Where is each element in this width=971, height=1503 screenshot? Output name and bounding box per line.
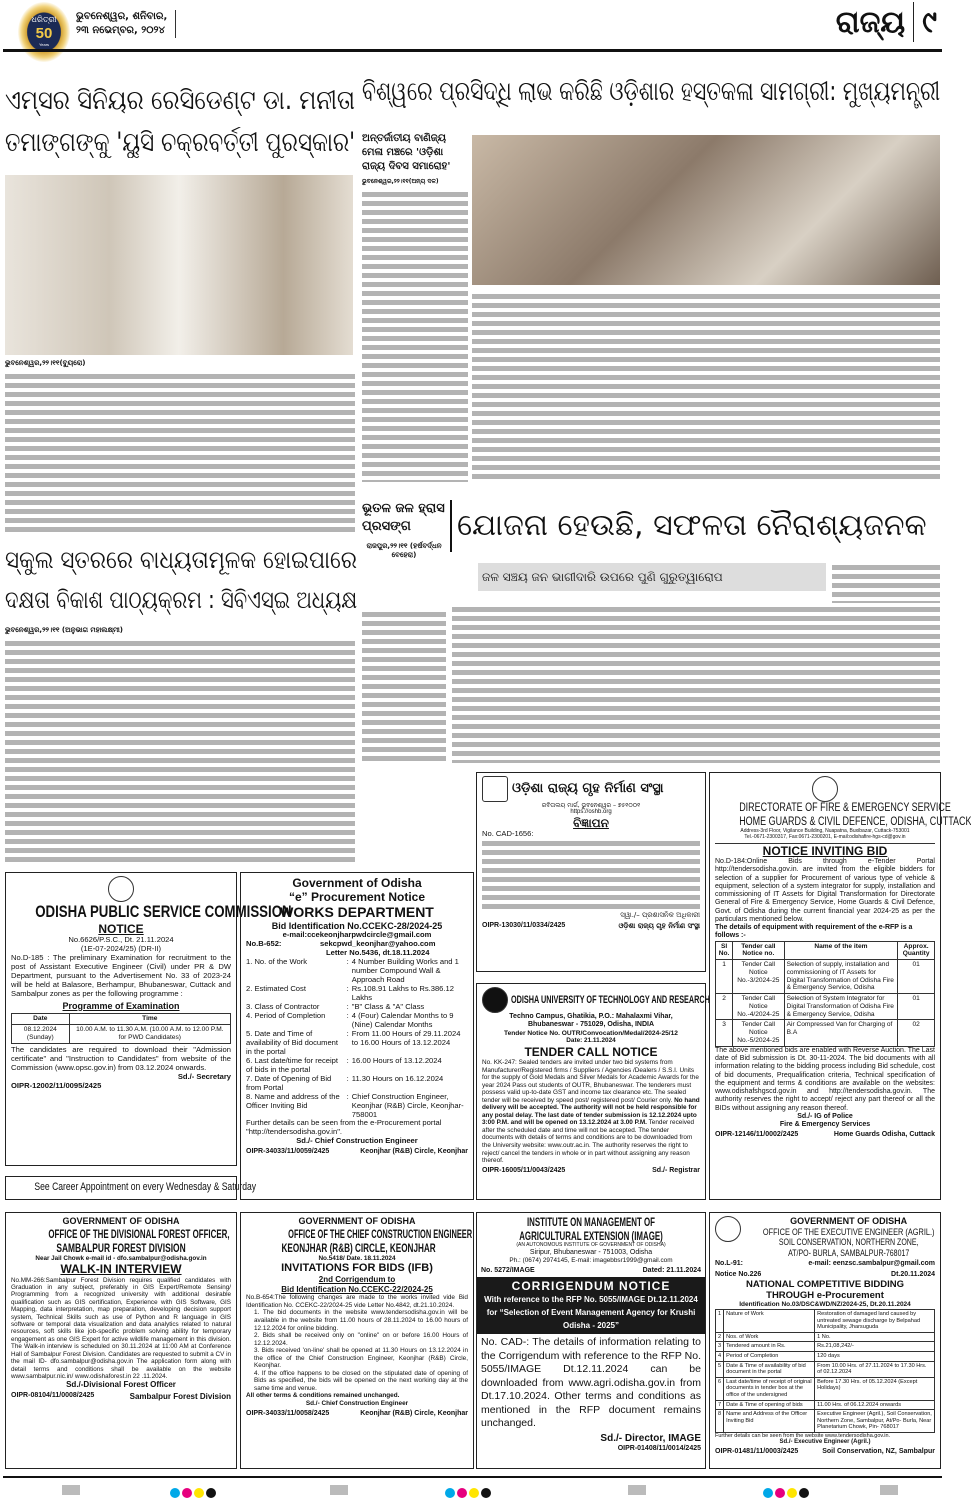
ad-signature: Soil Conservation, NZ, Sambalpur	[822, 1448, 935, 1456]
ofs-emblem-icon	[812, 776, 838, 802]
outr-tender-ad	[476, 983, 710, 1200]
ad-contact: Tel.-0671-2300317, Fax:0671-2300201, E-mail:odishafire-hgs-cd@gov.in	[715, 835, 935, 844]
table-row	[716, 1332, 935, 1342]
ad-heading: NATIONAL COMPETITIVE BIDDING	[746, 1278, 904, 1290]
table-cell: Executive Engineer (Agril.), Soil Conservation, Northern Zone, Sambalpur, At/Po- Burla, Near Planetarium Chowk, Pin- 768017	[815, 1410, 935, 1433]
cce-ifb-ad	[240, 1212, 474, 1469]
table-cell: Name and Address of the Officer Inviting Bid	[724, 1410, 815, 1433]
table-cell: Selection of supply, installation and commissioning of IT Assets for Digital Transformation of Odisha Fire & Emergency Service, Odisha	[784, 960, 898, 994]
career-text: See Career Appointment on every Wednesday & Saturday	[34, 1181, 257, 1193]
ad-signature: Sd./- Chief Construction Engineer	[296, 1136, 418, 1146]
ad-title: “e” Procurement Notice	[288, 890, 426, 905]
story3-headline	[5, 540, 357, 620]
story4-body-side	[832, 563, 940, 603]
table-row	[716, 1361, 935, 1377]
table-cell: 2	[716, 994, 733, 1020]
story2-body	[472, 292, 940, 482]
ad-title: GOVERNMENT OF ODISHA	[790, 1216, 908, 1226]
ad-signature: Sd./- IG of Police	[797, 1112, 853, 1120]
oshb-ad	[476, 772, 706, 972]
table-cell: Before 17.30 Hrs. of 05.12.2024 (Except Holidays)	[815, 1377, 935, 1400]
ad-title: GOVERNMENT OF ODISHA	[62, 1216, 180, 1226]
table-cell: Tender Call Notice No.-5/2024-25	[733, 1020, 784, 1046]
table-cell: Tendered amount in Rs.	[724, 1342, 815, 1352]
detail-value: 4 (Four) Calendar Months to 9 (Nine) Calendar Months	[351, 1011, 454, 1029]
ad-code: OIPR-01408/11/0014/2425	[617, 1444, 701, 1452]
corrigendum-item: 3. Bids received 'on-line' shall be opened at 11.30 Hours on 13.12.2024 in the office of the Chief Construction Engineer, Keonjhar (R&B) Circle, Keonjhar.	[254, 1347, 468, 1370]
works-detail-row: 1. No. of the Work : 4 Number Building Works and 1 number Compound Wall & Approach Road	[246, 958, 468, 985]
cmyk-dots	[170, 1485, 218, 1503]
ad-body: The candidates are required to download their "Admission certificate" and "Instruction to Candidates" from website of the Commission (www.opsc.gov.in) from 03.12.2024 onwards.	[11, 1044, 231, 1072]
headline-line: ଦକ୍ଷତା ବିକାଶ ପାଠ୍ୟକ୍ରମ : ସିବିଏସ୍‌ଇ ଅଧ୍ୟକ୍ଷ	[5, 585, 358, 614]
table-cell: From 10.00 Hrs. of 27.11.2024 to 17.30 Hrs. of 02.12.2024	[815, 1361, 935, 1377]
ad-title: HOME GUARDS & CIVIL DEFENCE, ODISHA, CUTTACK	[739, 815, 971, 828]
table-cell: Tender Call Notice No.-4/2024-25	[733, 994, 784, 1020]
masthead-logo	[18, 2, 70, 62]
detail-value: 16.00 Hours of 13.12.2024	[351, 1055, 442, 1065]
ad-signature: Sambalpur Forest Division	[129, 1391, 231, 1401]
logo-text: ଧରିତ୍ରୀ	[31, 15, 57, 24]
ad-title: OFFICE OF THE CHIEF CONSTRUCTION ENGINEER	[288, 1226, 473, 1241]
ad-address: Techno Campus, Ghatikia, P.O.: Mahalaxmi Vihar,	[509, 1013, 673, 1020]
table-cell: Date & Time of availability of bid document in the portal	[724, 1361, 815, 1377]
story2-body-left	[362, 190, 468, 482]
detail-value: "B" Class & "A" Class	[351, 1002, 425, 1012]
detail-value: Rs.108.91 Lakhs to Rs.386.12 Lakhs	[351, 984, 454, 1003]
ad-date: Date: 21.11.2024	[566, 1037, 616, 1045]
ad-subheading: Programme of Examination	[62, 1000, 180, 1011]
opsc-seal-icon	[108, 876, 134, 902]
dateline	[76, 10, 176, 38]
ad-heading: INVITATIONS FOR BIDS (IFB)	[281, 1262, 433, 1275]
table-cell: 01	[898, 960, 935, 994]
table-cell: 7	[716, 1400, 724, 1410]
ad-subheading: Bid Identification No.CCEKC-22/2024-25	[281, 1284, 433, 1294]
equipment-table	[715, 941, 935, 1047]
gray-patch	[330, 1485, 348, 1495]
works-detail-row: 3. Class of Contractor : "B" Class & "A" Class	[246, 1003, 468, 1012]
works-detail-row: 7. Date of Opening of Bid from Portal : 11.30 Hours on 16.12.2024	[246, 1075, 468, 1093]
gray-patch	[62, 1485, 80, 1495]
table-cell: Period of Completion	[724, 1351, 815, 1361]
ad-title: AGRICULTURAL EXTENSION (IMAGE)	[519, 1229, 663, 1244]
logo-number: 50	[35, 25, 53, 42]
ad-subtitle: (AN AUTONOMOUS INSTITUTE OF GOVERNMENT OF ODISHA)	[516, 1242, 666, 1249]
table-cell: Nature of Work	[724, 1310, 815, 1333]
oshb-logo-icon	[482, 776, 508, 802]
bid-details-table	[715, 1309, 935, 1433]
ad-ref: No.5418/ Date. 18.11.2024	[318, 1254, 396, 1262]
table-cell: Last date/time of receipt of original documents in tender box at the office of the undersigned	[724, 1377, 815, 1400]
works-detail-row: 8. Name and address of the Officer Inviting Bid : Chief Construction Engineer, Keonjhar (R&B) Circle, Keonjhar-758001	[246, 1093, 468, 1120]
ad-heading: TENDER CALL NOTICE	[524, 1044, 658, 1059]
ad-ref: Letter No.5436, dt.18.11.2024	[326, 948, 430, 958]
table-cell: 120 days	[815, 1351, 935, 1361]
ad-contact: Ph.: (0674) 2974145, E-mail: imagebbsr1999@gmail.com	[509, 1257, 673, 1265]
works-detail-row: 5. Date and Time of availability of Bid document in the portal : From 11.00 Hours of 29.11.2024 to 16.00 Hours of 13.12.2024	[246, 1030, 468, 1057]
ad-signature: ଓଡ଼ିଶା ରାଜ୍ୟ ଗୃହ ନିର୍ମାଣ ସଂସ୍ଥା	[618, 921, 700, 930]
ad-address: ରବିତାଲୟ ମାର୍ଗ, ଭୁବନେଶ୍ୱର – ୭୫୧୦୦୧	[541, 802, 641, 809]
detail-label: 1. No. of the Work	[246, 957, 308, 967]
detail-value: 11.30 Hours on 16.12.2024	[351, 1073, 444, 1083]
table-cell: Nos. of Work	[724, 1332, 815, 1342]
story3-dateline: ଭୁବନେଶ୍ୱର,୨୨।୧୧ (ଅନୁଭାଗ ମହାଲକ୍ଷ୍ମୀ)	[5, 626, 124, 634]
story2-dateline: ଭୁବନେଶ୍ୱର,୨୨।୧୧(ଅନ୍ୟ ଦଳ)	[362, 178, 439, 185]
dateline-date: ୨୩ ନଭେମ୍ବର, ୨୦୨୪	[76, 25, 165, 36]
ad-ref: No.B-652:	[246, 939, 282, 949]
ad-address: Bhubaneswar - 751029, Odisha, INDIA	[527, 1021, 655, 1029]
story4-headline	[457, 498, 940, 554]
ad-signature: Sd./- Chief Construction Engineer	[305, 1399, 409, 1407]
table-header: Sl No.	[716, 941, 733, 960]
table-row	[716, 1342, 935, 1352]
ad-title: GOVERNMENT OF ODISHA	[298, 1216, 416, 1226]
header-rule	[3, 49, 942, 52]
cmyk-dots	[445, 1485, 493, 1503]
ad-signature: ସ୍ୱା./– ପ୍ରଶାସନିକ ଅଧିକାରୀ	[620, 911, 700, 920]
story1-body	[5, 372, 355, 536]
gray-patch	[628, 1485, 646, 1495]
ad-signature: Sd./- Executive Engineer (Agril.)	[779, 1439, 871, 1446]
table-cell: 3	[716, 1342, 724, 1352]
headline-line: ସ୍କୁଲ ସ୍ତରରେ ବାଧ୍ୟତାମୂଳକ ହୋଇପାରେ	[5, 545, 358, 574]
ad-body-bold: The details of equipment with requirement of the e-RFP is a follows :-	[715, 924, 913, 940]
works-detail-row: 4. Period of Completion : 4 (Four) Calendar Months to 9 (Nine) Calendar Months	[246, 1012, 468, 1030]
headline-line: ଏମ୍‌ସର ସିନିୟର ରେସିଡେଣ୍ଟ ଡା. ମନୀତା	[5, 85, 356, 116]
ad-ref: (1E-07-2024/25) (DR-II)	[80, 944, 162, 954]
story2-subhead: ଅନ୍ତର୍ଜାତୀୟ ବାଣିଜ୍ୟ ମେଳା ମଞ୍ଚରେ 'ଓଡ଼ିଶା ରାଜ୍ୟ ଦିବସ ସମାରୋହ'	[362, 133, 451, 172]
table-cell: 6	[716, 1377, 724, 1400]
ad-email: sekcpwd_keonjhar@yahoo.com	[320, 939, 436, 949]
story4-side-column	[362, 500, 446, 600]
table-row	[716, 1377, 935, 1400]
ad-code: OIPR-34033/11/0058/2425	[246, 1409, 330, 1417]
ad-body	[482, 839, 700, 911]
ad-signature: Sd./-Divisional Forest Officer	[66, 1380, 176, 1390]
ad-title: AT/PO- BURLA, SAMBALPUR-768017	[788, 1247, 910, 1258]
table-row	[716, 1310, 935, 1333]
story4-subhead	[478, 563, 826, 591]
corrigendum-item: 1. The bid documents in the website www.tendersodisha.gov.in will be available in the website from 11.00 hours of 28.11.2024 to 16.00 hours of 12.12.2024 for online bidding.	[254, 1309, 468, 1332]
ad-title: ODISHA PUBLIC SERVICE COMMISSION	[35, 902, 292, 921]
ad-ref: No. CAD-1656:	[482, 829, 534, 839]
ad-signature: Sd./- Secretary	[177, 1071, 231, 1081]
ad-ref: No. 5272/IMAGE	[481, 1267, 535, 1274]
headline-line: ବିଶ୍ୱରେ ପ୍ରସିଦ୍ଧି ଲାଭ କରିଛି ଓଡ଼ିଶାର ହସ୍ତକଳା ସାମଗ୍ରୀ: ମୁଖ୍ୟମନ୍ତ୍ରୀ	[362, 76, 941, 107]
ad-code: OIPR-13030/11/0334/2425	[482, 921, 566, 929]
ad-title: SAMBALPUR FOREST DIVISION	[56, 1240, 186, 1255]
ad-body: No. KK-247: Sealed tenders are invited under two bid systems from Manufacturer/Registered firms / Suppliers / Agencies /Dealers / S.S.I. Units for the supply of Gold Medals and Silver Medals for Academic Awards for the year 2024 Pass out students of OUTR, Bhubaneswar. The tenderers must possess valid up-to-date GST and income tax clearance etc. The sealed tender will be received by speed post/ registered post/ Courier only.	[482, 1058, 699, 1104]
corrigendum-item: 4. If the office happens to be closed on the stipulated date of opening of Bids as specified, the bids will be opened on the next working day at the same time and venue.	[254, 1369, 468, 1392]
ad-address: Siripur, Bhubaneswar - 751003, Odisha	[529, 1249, 653, 1257]
dateline-day: ଭୁବନେଶ୍ୱର, ଶନିବାର,	[76, 11, 168, 22]
corrigendum-item: 2. Bids shall be received only on "online" on or before 16.00 Hours of 12.12.2024.	[254, 1332, 468, 1347]
detail-label: 2. Estimated Cost	[246, 984, 306, 994]
table-cell: 8	[716, 1410, 724, 1433]
table-cell: 02	[898, 1020, 935, 1046]
ad-body: No.B-654:The following changes are made to the works invited vide Bid Identification No. CCEKC-22/2024-25 vide Letter No.4842, dt.21.10.2024.	[246, 1294, 468, 1309]
ad-body: Further details can be seen from the e-Procurement portal "http://tendersodisha.gov.in".	[246, 1118, 442, 1137]
table-cell: Restoration of damaged land caused by untreated sewage discharge by Belpahad Municipality, Jharsuguda	[815, 1310, 935, 1333]
ad-email: e-mail:ccekeonjharpwdcircle@gmail.com	[282, 930, 432, 940]
ad-website: https://oshb.org	[570, 809, 612, 816]
table-row	[716, 960, 935, 994]
ad-title: INSTITUTE ON MANAGEMENT OF	[526, 1215, 656, 1229]
story3-column	[5, 626, 355, 866]
ad-email: Near Jail Chowk e-mail id - dfo.sambalpur@odisha.gov.in	[35, 1254, 207, 1262]
logo-sub: Years	[38, 42, 50, 47]
ad-title: ODISHA UNIVERSITY OF TECHNOLOGY AND RESEARCH	[511, 993, 710, 1006]
outr-logo-icon	[482, 987, 508, 1013]
award-photo	[5, 175, 353, 355]
ad-signature: Home Guards Odisha, Cuttack	[833, 1131, 935, 1139]
works-detail-row: 6. Last date/time for receipt of bids in the portal : 16.00 Hours of 13.12.2024	[246, 1057, 468, 1075]
table-cell: 08.12.2024 (Sunday)	[12, 1025, 70, 1044]
ad-body: The above mentioned bids are enabled with Reverse Auction. The Last date of Bid submission is Dt. 30-11-2024. The bid documents with all information relating to the bidding process including Bid schedule, cost of bid documents, Prequalification criteria, Technical specification of the equipment and terms & conditions are available on the websites: www.odishafshgscd.gov.in and http://tendersodisha.gov.in. The authority reserves the right to accept/ reject any part thereof or all the BIDs without assigning any reason thereof.	[715, 1046, 935, 1112]
headline-line: ତମାଙ୍ଗଙ୍କୁ 'ୟୁସି ଚକ୍ରବର୍ତ୍ତୀ ପୁରସ୍କାର'	[5, 127, 356, 158]
ad-code: OIPR-12146/11/0002/2425	[715, 1131, 799, 1139]
ad-heading: NOTICE	[98, 922, 144, 937]
fire-service-ad	[709, 772, 971, 1200]
ad-ref: No.6626/P.S.C., Dt. 21.11.2024	[68, 935, 174, 945]
ad-date: Dated: 21.11.2024	[642, 1267, 701, 1274]
table-header: Approx. Quantity	[898, 941, 935, 960]
table-header: Name of the item	[784, 941, 898, 960]
career-strip	[5, 1176, 257, 1200]
ad-code: OIPR-34033/11/0059/2425	[246, 1148, 330, 1156]
story4-body	[452, 605, 940, 763]
headline-line: ଯୋଜନା ହେଉଛି, ସଫଳତା ନୈରାଶ୍ୟଜନକ	[457, 508, 927, 543]
table-cell: Air Compressed Van for Charging of B.A	[784, 1020, 898, 1046]
works-details	[246, 958, 468, 1119]
ad-code: OIPR-01481/11/0003/2425	[715, 1448, 799, 1456]
story4-kicker: ଭୂତଳ ଜଳ ହ୍ରାସ ପ୍ରସଙ୍ଗ	[362, 501, 445, 534]
table-cell: 5	[716, 1361, 724, 1377]
ad-signature: Fire & Emergency Services	[779, 1121, 871, 1128]
ad-title: Government of Odisha	[292, 876, 422, 890]
gray-patch	[880, 1485, 898, 1495]
table-row	[716, 1351, 935, 1361]
detail-label: 7. Date of Opening of Bid from Portal	[246, 1073, 332, 1092]
ad-date: Dt.20.11.2024	[891, 1270, 935, 1278]
ad-title: WORKS DEPARTMENT	[280, 904, 434, 921]
ad-title: OFFICE OF THE DIVISIONAL FOREST OFFICER,	[48, 1226, 230, 1241]
agril-ncb-ad	[709, 1212, 941, 1469]
ad-heading: NOTICE INVITING BID	[762, 843, 888, 858]
ad-address: Address-3rd Floor, Vigilance Building, Nuapatna, Buxibazar, Cuttack-753001	[740, 828, 910, 835]
story4-body-left	[362, 610, 446, 763]
table-row	[716, 1020, 935, 1046]
corrigendum-items	[246, 1309, 468, 1392]
story3-body	[5, 639, 355, 866]
section-name: ରାଜ୍ୟ	[835, 4, 906, 40]
ad-heading: ବିଜ୍ଞାପନ	[573, 816, 609, 831]
ad-body: Further details can be seen from the website www.tendersodisha.gov.in.	[715, 1432, 891, 1439]
table-header-row	[716, 941, 935, 960]
story4-dateline: ରାଜପୁର,୨୨।୧୧ (ହର୍ଷବର୍ଦ୍ଧନ ବେହେରା)	[366, 542, 442, 559]
odisha-emblem-icon	[715, 1216, 741, 1242]
ad-title: KEONJHAR (R&B) CIRCLE, KEONJHAR	[281, 1240, 436, 1255]
ad-signature: Keonjhar (R&B) Circle, Keonjhar	[360, 1409, 468, 1417]
detail-label: 6. Last date/time for receipt of bids in the portal	[246, 1055, 339, 1074]
cmyk-dots	[763, 1485, 811, 1503]
ad-subheading: With reference to the RFP No. 5055/IMAGE Dt.12.11.2024 for “Selection of Event Management Agency for Krushi Odisha - 2025”	[484, 1295, 698, 1331]
ad-ref: No.L-91:	[715, 1260, 743, 1268]
table-cell: Date & Time of opening of bids	[724, 1400, 815, 1410]
table-cell: 1 No.	[815, 1332, 935, 1342]
table-header: Time	[69, 1014, 230, 1025]
table-cell: 1	[716, 1310, 724, 1333]
ad-code: OIPR-08104/11/0008/2425	[11, 1391, 95, 1399]
page-number: ୯	[922, 4, 937, 40]
table-cell: Rs.21,08,242/-	[815, 1342, 935, 1352]
ad-signature: Sd./- Director, IMAGE	[600, 1432, 701, 1444]
registration-marks	[0, 1485, 945, 1497]
ad-title: ଓଡ଼ିଶା ରାଜ୍ୟ ଗୃହ ନିର୍ମାଣ ସଂସ୍ଥା	[512, 781, 664, 797]
table-cell: 2	[716, 1332, 724, 1342]
ad-signature: Keonjhar (R&B) Circle, Keonjhar	[360, 1148, 468, 1156]
footer-rule	[3, 1476, 942, 1478]
table-cell: 3	[716, 1020, 733, 1046]
ad-body-bold: No hand delivery will be accepted. The authority will not be held responsible for any postal delay. The last date of tender submission is 12.12.2024 upto 3:00 P.M. and will be opened on 13.12.2024 at 3.00 P.M.	[482, 1096, 700, 1127]
ad-body: No.D-184:Online Bids through e-Tender Portal http://tendersodisha.gov.in. are invited from the eligible bidders for selection of a supplier for Procurement of various type of vehicle & equipment, selection of a system integrator for supply, installation and commissioning of IT Assets for Digital Transformation for Directorate General of Fire & Emergency Service, Home Guards & Civil Defence, Govt. of Odisha during the current financial year 2024-25 as per the particulars mentioned below.	[715, 858, 935, 923]
dfo-walkin-ad	[5, 1212, 237, 1469]
ad-body: No. CAD-: The details of information relating to the Corrigendum with reference to the RFP No. 5055/IMAGE Dt.12.11.2024 can be downloaded from www.agri.odisha.gov.in from Dt.17.10.2024. Other terms and conditions as mentioned in the RFP document remains unchanged.	[481, 1336, 701, 1430]
detail-label: 5. Date and Time of availability of Bid document in the portal	[246, 1028, 339, 1056]
works-detail-row: 2. Estimated Cost : Rs.108.91 Lakhs to Rs.386.12 Lakhs	[246, 985, 468, 1003]
detail-value: From 11.00 Hours of 29.11.2024 to 16.00 Hours of 13.12.2024	[351, 1028, 461, 1047]
ad-body: No.MM-266:Sambalpur Forest Division requires qualified candidates with Graduation in any subject, preferably in GIS Expert/Remote Sensing/ Programming from a recognized university with additional desirable qualification such as GIS certification, Experience with GIS Software, GIS Mapping, data interpretation, map preparation, developing decision support system, Technical Skills such as use of Python and R language in GIS software or temporal data visualization and data analytics related to natural resources, soft skills like job-specific problem solving ability for temporary engagement as one GIS Expert for active wildlife management in this division. The Walk-in interview is scheduled on 30.11.2024 at 11:00 AM at Conference Hall of Sambalpur Forest Division. Candidates are requested to submit a CV in the mail ID- dfo.sambalpur@odisha.gov.in The application form along with detail terms and conditions shall be available on the website www.sambalpur.nic.in/ www.odishaforest.in 22 .11.2024.	[11, 1276, 231, 1380]
works-dept-ad	[240, 872, 474, 1200]
ad-ref: Identification No.03/DSC&WD/NZ/2024-25, Dt.20.11.2024	[739, 1301, 911, 1309]
ceremony-photo	[472, 135, 940, 285]
ad-title: DIRECTORATE OF FIRE & EMERGENCY SERVICE	[739, 802, 951, 814]
table-cell: Selection of System Integrator for Digital Transformation of Odisha Fire & Emergency Service, Odisha	[784, 994, 898, 1020]
table-cell: 11.00 Hrs. of 06.12.2024 onwards	[815, 1400, 935, 1410]
ad-code: OIPR-16005/11/0043/2425	[482, 1166, 566, 1174]
ad-title: SOIL CONSERVATION, NORTHERN ZONE,	[778, 1237, 919, 1248]
ad-body: Tender received after the scheduled date and time will not be accepted. The tender documents with details of terms and conditions are to be downloaded from the University website: www.outr.ac.in. The authority reserves the right to reject/ cancel the tenders in whole or in part without assigning any reason thereof.	[482, 1119, 695, 1165]
story1-dateline: ଭୁବନେଶ୍ୱର,୨୨।୧୧(ବ୍ୟୁରୋ)	[5, 359, 86, 367]
subhead-text: ଜଳ ସଞ୍ଚୟ ଜନ ଭାଗୀଦାରି ଉପରେ ପୁଣି ଗୁରୁତ୍ୱାରୋପ	[482, 570, 723, 584]
table-cell: 10.00 A.M. to 11.30 A.M. (10.00 A.M. to 12.00 P.M. for PWD Candidates)	[69, 1025, 230, 1044]
detail-label: 3. Class of Contractor	[246, 1002, 320, 1012]
ad-heading: Bid Identification No.CCEKC-28/2024-25	[271, 920, 443, 931]
ad-signature: Sd./- Registrar	[652, 1166, 700, 1174]
table-cell: 1	[716, 960, 733, 994]
table-cell: 01	[898, 994, 935, 1020]
detail-value: 4 Number Building Works and 1 number Compound Wall & Approach Road	[351, 957, 459, 985]
table-cell: Tender Call Notice No.-3/2024-25	[733, 960, 784, 994]
table-header: Date	[12, 1014, 70, 1025]
ad-title: OFFICE OF THE EXECUTIVE ENGINEER (AGRIL.)	[762, 1226, 935, 1237]
detail-label: 8. Name and address of the Officer Inviting Bid	[246, 1091, 340, 1110]
ad-heading: THROUGH e-Procurement	[766, 1290, 884, 1302]
table-row	[716, 1400, 935, 1410]
ad-body-bold: All other terms & conditions remained unchanged.	[246, 1392, 400, 1400]
ad-heading: WALK-IN INTERVIEW	[60, 1262, 182, 1277]
ad-ref: Tender Notice No. OUTR/Convocation/Medal/2024-25/12	[504, 1029, 678, 1037]
ad-subheading: 2nd Corrigendum to	[318, 1275, 396, 1285]
table-cell: 4	[716, 1351, 724, 1361]
table-header: Tender call Notice no.	[733, 941, 784, 960]
table-row	[716, 994, 935, 1020]
detail-value: Chief Construction Engineer, Keonjhar (R&B) Circle, Keonjhar-758001	[351, 1091, 464, 1119]
detail-label: 4. Period of Completion	[246, 1011, 326, 1021]
image-corrigendum-ad	[476, 1212, 706, 1469]
ad-heading: CORRIGENDUM NOTICE	[511, 1279, 671, 1294]
ad-email: e-mail: eenzsc.sambalpur@gmail.com	[808, 1260, 935, 1268]
ad-code: OIPR-12002/11/0095/2425	[11, 1080, 102, 1090]
kicker-divider	[450, 500, 452, 552]
ad-body: No.D-185 : The preliminary Examination for recruitment to the post of Assistant Executive Engineer (Civil) under PR & DW Department, pursuant to the Advertisement No. 33 of 2023-24 will be held at Balasore, Berhampur, Bhubaneswar, Cuttack and Sambalpur zones as per the following programme :	[11, 953, 231, 998]
table-row	[716, 1410, 935, 1433]
story2-side-column	[362, 132, 468, 482]
story2-headline	[362, 66, 940, 118]
exam-schedule-table	[11, 1013, 231, 1043]
section-header	[836, 2, 937, 42]
story1-headline	[5, 80, 355, 164]
ad-ref: Notice No.226	[715, 1270, 762, 1278]
